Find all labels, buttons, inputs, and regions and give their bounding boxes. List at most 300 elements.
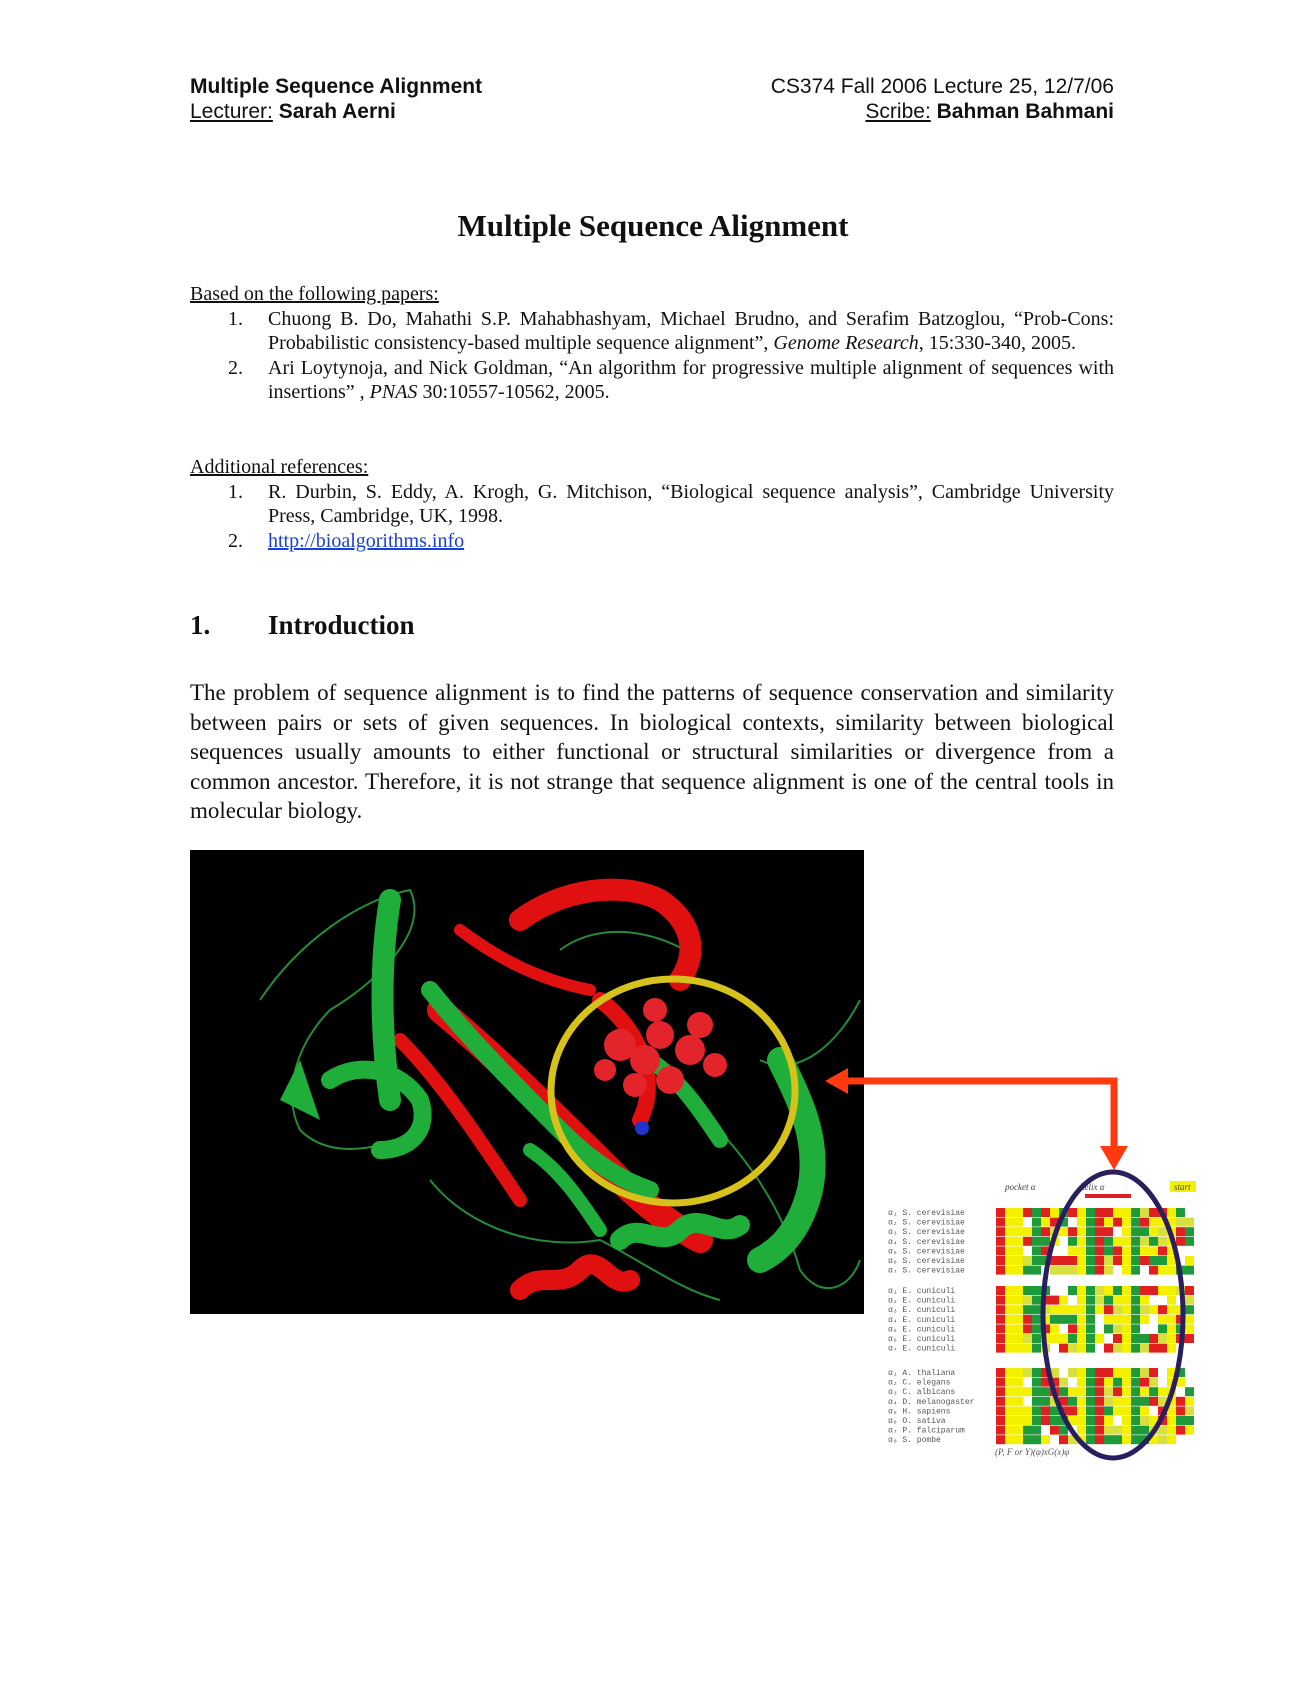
alignment-cell — [1149, 1334, 1158, 1343]
alignment-cell — [1104, 1218, 1113, 1227]
alignment-cell — [1050, 1334, 1059, 1343]
alignment-cell — [1095, 1368, 1104, 1377]
species-label: α₄ S. cerevisiae — [888, 1237, 965, 1247]
alignment-cell — [1050, 1256, 1059, 1265]
alignment-cell — [996, 1305, 1005, 1314]
alignment-cell — [1032, 1387, 1041, 1396]
alignment-cell — [1050, 1416, 1059, 1425]
alignment-cell — [996, 1315, 1005, 1324]
alignment-cell — [1023, 1378, 1032, 1387]
alignment-cell — [1104, 1387, 1113, 1396]
alignment-cell — [1122, 1305, 1131, 1314]
alignment-cell — [1005, 1315, 1014, 1324]
alignment-cell — [996, 1387, 1005, 1396]
alignment-cell — [1095, 1296, 1104, 1305]
alignment-cell — [996, 1324, 1005, 1333]
alignment-cell — [1149, 1227, 1158, 1236]
paper-number: 1. — [228, 307, 243, 330]
alignment-cell — [1167, 1305, 1176, 1314]
alignment-cell — [1014, 1368, 1023, 1377]
alignment-cell — [1113, 1315, 1122, 1324]
alignment-cell — [1149, 1256, 1158, 1265]
alignment-cell — [1122, 1406, 1131, 1415]
alignment-cell — [1095, 1397, 1104, 1406]
alignment-cell — [1140, 1344, 1149, 1353]
alignment-cell — [1131, 1378, 1140, 1387]
alignment-cell — [1032, 1218, 1041, 1227]
alignment-cell — [1068, 1368, 1077, 1377]
alignment-cell — [1113, 1344, 1122, 1353]
alignment-cell — [1149, 1368, 1158, 1377]
species-label: α₆ O. sativa — [888, 1417, 946, 1426]
alignment-cell — [1104, 1406, 1113, 1415]
alignment-cell — [1140, 1387, 1149, 1396]
alignment-cell — [996, 1378, 1005, 1387]
alignment-cell — [1005, 1378, 1014, 1387]
alignment-cell — [1086, 1416, 1095, 1425]
alignment-cell — [1014, 1246, 1023, 1255]
alignment-cell — [1050, 1324, 1059, 1333]
alignment-cell — [1140, 1378, 1149, 1387]
alignment-cell — [1095, 1237, 1104, 1246]
header-lecturer-label: Lecturer: — [190, 100, 273, 123]
alignment-cell — [1077, 1387, 1086, 1396]
species-label: α₄ E. cuniculi — [888, 1315, 956, 1325]
alignment-cell — [1014, 1406, 1023, 1415]
alignment-cell — [1140, 1368, 1149, 1377]
alignment-cell — [1122, 1368, 1131, 1377]
alignment-cell — [1068, 1256, 1077, 1265]
alignment-cell — [1014, 1218, 1023, 1227]
alignment-cell — [1158, 1324, 1167, 1333]
alignment-cell — [1104, 1334, 1113, 1343]
bioalgorithms-link[interactable]: http://bioalgorithms.info — [268, 529, 465, 552]
protein-structure-image — [190, 850, 864, 1314]
alignment-cell — [1149, 1266, 1158, 1275]
alignment-cell — [1140, 1246, 1149, 1255]
alignment-cell — [1086, 1435, 1095, 1444]
alignment-cell — [1032, 1397, 1041, 1406]
alignment-cell — [1104, 1426, 1113, 1435]
alignment-cell — [1032, 1305, 1041, 1314]
alignment-cell — [1122, 1334, 1131, 1343]
alignment-cell — [1104, 1378, 1113, 1387]
alignment-cell — [1023, 1344, 1032, 1353]
alignment-cell — [1068, 1305, 1077, 1314]
alignment-cell — [1059, 1387, 1068, 1396]
alignment-cell — [1185, 1315, 1194, 1324]
alignment-cell — [1023, 1227, 1032, 1236]
alignment-cell — [1068, 1315, 1077, 1324]
alignment-cell — [1131, 1334, 1140, 1343]
alignment-cell — [1158, 1435, 1167, 1444]
alignment-cell — [1032, 1344, 1041, 1353]
alignment-cell — [1176, 1218, 1185, 1227]
alignment-cell — [1050, 1286, 1059, 1295]
alignment-cell — [1104, 1246, 1113, 1255]
alignment-cell — [1140, 1324, 1149, 1333]
alignment-cell — [1077, 1227, 1086, 1236]
alignment-cell — [1176, 1416, 1185, 1425]
alignment-cell — [1167, 1435, 1176, 1444]
alignment-cell — [1032, 1246, 1041, 1255]
alignment-cell — [1023, 1286, 1032, 1295]
alignment-cell — [1005, 1426, 1014, 1435]
alignment-cell — [1041, 1208, 1050, 1217]
alignment-cell — [1104, 1368, 1113, 1377]
alignment-cell — [1086, 1387, 1095, 1396]
alignment-cell — [1023, 1435, 1032, 1444]
alignment-cell — [1014, 1426, 1023, 1435]
alignment-cell — [1014, 1334, 1023, 1343]
alignment-cell — [1032, 1286, 1041, 1295]
alignment-cell — [1059, 1315, 1068, 1324]
alignment-cell — [1095, 1305, 1104, 1314]
species-label: α₈ S. pombe — [888, 1436, 941, 1446]
alignment-cell — [1131, 1227, 1140, 1236]
alignment-cell — [1068, 1378, 1077, 1387]
alignment-cell — [996, 1208, 1005, 1217]
species-label: α₇ E. cuniculi — [888, 1344, 956, 1354]
alignment-cell — [1149, 1218, 1158, 1227]
species-label: α₂ E. cuniculi — [888, 1296, 956, 1306]
alignment-cell — [1185, 1387, 1194, 1396]
alignment-cell — [1095, 1426, 1104, 1435]
alignment-cell — [1113, 1397, 1122, 1406]
alignment-cell — [1167, 1416, 1176, 1425]
alignment-cell — [1014, 1227, 1023, 1236]
alignment-cell — [1023, 1397, 1032, 1406]
alignment-cell — [1041, 1416, 1050, 1425]
alignment-cell — [1095, 1286, 1104, 1295]
alignment-cell — [1023, 1266, 1032, 1275]
alignment-cell — [996, 1237, 1005, 1246]
alignment-cell — [1050, 1426, 1059, 1435]
alignment-cell — [1176, 1435, 1185, 1444]
alignment-cell — [996, 1296, 1005, 1305]
alignment-cell — [1122, 1296, 1131, 1305]
alignment-cell — [1005, 1227, 1014, 1236]
alignment-cell — [1059, 1237, 1068, 1246]
alignment-cell — [1077, 1218, 1086, 1227]
alignment-cell — [1122, 1286, 1131, 1295]
alignment-cell — [1167, 1344, 1176, 1353]
species-label: α₆ S. cerevisiae — [888, 1257, 965, 1266]
alignment-cell — [1185, 1208, 1194, 1217]
alignment-cell — [1005, 1397, 1014, 1406]
alignment-cell — [1131, 1266, 1140, 1275]
alignment-cell — [1158, 1246, 1167, 1255]
alignment-cell — [1122, 1435, 1131, 1444]
alignment-cell — [1005, 1266, 1014, 1275]
species-label: α₁ E. cuniculi — [888, 1287, 956, 1296]
alignment-cell — [1095, 1324, 1104, 1333]
alignment-cell — [1059, 1324, 1068, 1333]
alignment-cell — [996, 1218, 1005, 1227]
alignment-cell — [1077, 1426, 1086, 1435]
col-label-start: start — [1174, 1182, 1191, 1192]
alignment-cell — [1032, 1237, 1041, 1246]
alignment-cell — [1068, 1387, 1077, 1396]
alignment-cell — [1032, 1266, 1041, 1275]
header-lecture-info: CS374 Fall 2006 Lecture 25, 12/7/06 — [770, 75, 1114, 98]
alignment-cell — [1005, 1344, 1014, 1353]
alignment-cell — [1050, 1208, 1059, 1217]
alignment-cell — [1014, 1397, 1023, 1406]
alignment-cell — [1023, 1416, 1032, 1425]
alignment-cell — [1095, 1246, 1104, 1255]
alignment-cell — [1131, 1344, 1140, 1353]
reference-number: 2. — [228, 529, 243, 552]
alignment-cell — [1113, 1435, 1122, 1444]
alignment-cell — [1086, 1344, 1095, 1353]
alignment-cell — [1041, 1387, 1050, 1396]
alignment-cell — [1086, 1368, 1095, 1377]
alignment-cell — [1122, 1256, 1131, 1265]
alignment-cell — [1095, 1344, 1104, 1353]
alignment-cell — [1131, 1426, 1140, 1435]
header-scribe-name: Bahman Bahmani — [936, 100, 1114, 123]
alignment-cell — [1185, 1368, 1194, 1377]
alignment-cell — [1185, 1246, 1194, 1255]
alignment-cell — [1104, 1397, 1113, 1406]
alignment-cell — [1077, 1406, 1086, 1415]
alignment-cell — [1131, 1246, 1140, 1255]
alignment-cell — [1113, 1237, 1122, 1246]
paper-citation-tail: 30:10557-10562, 2005. — [417, 381, 610, 403]
alignment-cell — [1104, 1227, 1113, 1236]
alignment-cell — [1140, 1256, 1149, 1265]
alignment-cell — [1068, 1237, 1077, 1246]
alignment-cell — [1059, 1368, 1068, 1377]
header-scribe-label: Scribe: — [865, 100, 931, 123]
alignment-cell — [1095, 1227, 1104, 1236]
alignment-cell — [1032, 1315, 1041, 1324]
alignment-cell — [1068, 1227, 1077, 1236]
alignment-cell — [1041, 1406, 1050, 1415]
alignment-cell — [1086, 1406, 1095, 1415]
alignment-cell — [1140, 1237, 1149, 1246]
alignment-cell — [1068, 1324, 1077, 1333]
alignment-cell — [1122, 1378, 1131, 1387]
papers-heading: Based on the following papers: — [190, 283, 439, 305]
species-label: α₂ S. cerevisiae — [888, 1218, 965, 1228]
alignment-cell — [1122, 1237, 1131, 1246]
alignment-cell — [1140, 1334, 1149, 1343]
alignment-cell — [1185, 1416, 1194, 1425]
alignment-cell — [1068, 1266, 1077, 1275]
species-label: α₁ S. cerevisiae — [888, 1209, 965, 1218]
alignment-cell — [1014, 1286, 1023, 1295]
alignment-cell — [1014, 1315, 1023, 1324]
alignment-cell — [1113, 1305, 1122, 1314]
alignment-cell — [1005, 1237, 1014, 1246]
paper-citation: Chuong B. Do, Mahathi S.P. Mahabhashyam, Michael Brudno, and Serafim Batzoglou, “Prob-Cons: Probabilistic consistency-based multiple sequence alignment”, — [268, 307, 1114, 354]
alignment-cell — [1131, 1324, 1140, 1333]
alignment-cell — [1014, 1296, 1023, 1305]
alignment-cell — [1077, 1378, 1086, 1387]
alignment-cell — [1131, 1218, 1140, 1227]
alignment-cell — [1032, 1208, 1041, 1217]
alignment-cell — [1032, 1324, 1041, 1333]
species-label: α₅ E. cuniculi — [888, 1325, 956, 1335]
alignment-cell — [1140, 1426, 1149, 1435]
alignment-cell — [996, 1344, 1005, 1353]
alignment-cell — [1005, 1387, 1014, 1396]
alignment-cell — [1167, 1334, 1176, 1343]
alignment-cell — [1131, 1315, 1140, 1324]
alignment-cell — [1050, 1266, 1059, 1275]
alignment-cell — [1059, 1256, 1068, 1265]
section-title: Introduction — [268, 610, 415, 640]
alignment-cell — [1086, 1286, 1095, 1295]
alignment-cell — [1140, 1315, 1149, 1324]
alignment-cell — [1185, 1426, 1194, 1435]
alignment-cell — [1185, 1237, 1194, 1246]
alignment-cell — [1113, 1324, 1122, 1333]
alignment-cell — [1158, 1266, 1167, 1275]
alignment-cell — [1077, 1368, 1086, 1377]
col-label-pocket: pocket α — [1005, 1182, 1036, 1192]
alignment-cell — [1014, 1378, 1023, 1387]
alignment-cell — [1032, 1426, 1041, 1435]
alignment-cell — [1005, 1406, 1014, 1415]
alignment-cell — [1023, 1218, 1032, 1227]
alignment-cell — [1095, 1378, 1104, 1387]
alignment-cell — [1059, 1227, 1068, 1236]
alignment-cell — [1167, 1208, 1176, 1217]
alignment-cell — [1059, 1435, 1068, 1444]
paper-number: 2. — [228, 356, 243, 379]
alignment-cell — [1185, 1286, 1194, 1295]
alignment-cell — [1086, 1334, 1095, 1343]
alignment-cell — [1185, 1435, 1194, 1444]
alignment-cell — [1176, 1406, 1185, 1415]
alignment-cell — [1014, 1208, 1023, 1217]
alignment-cell — [1185, 1266, 1194, 1275]
alignment-cell — [1113, 1286, 1122, 1295]
alignment-cell — [1050, 1344, 1059, 1353]
alignment-cell — [1113, 1208, 1122, 1217]
alignment-cell — [996, 1416, 1005, 1425]
alignment-cell — [1185, 1406, 1194, 1415]
species-label: α₇ P. falciparum — [888, 1426, 965, 1436]
alignment-cell — [1149, 1344, 1158, 1353]
alignment-cell — [1095, 1334, 1104, 1343]
species-label: α₅ H. sapiens — [888, 1407, 951, 1417]
alignment-cell — [1185, 1296, 1194, 1305]
alignment-cell — [1059, 1344, 1068, 1353]
section-number: 1. — [190, 610, 211, 640]
paper-journal: PNAS — [369, 381, 418, 403]
alignment-cell — [1122, 1218, 1131, 1227]
alignment-cell — [1005, 1256, 1014, 1265]
alignment-cell — [1014, 1256, 1023, 1265]
alignment-cell — [1140, 1208, 1149, 1217]
alignment-cell — [1149, 1387, 1158, 1396]
alignment-cell — [1122, 1315, 1131, 1324]
alignment-cell — [1023, 1334, 1032, 1343]
alignment-cell — [1185, 1256, 1194, 1265]
alignment-cell — [1185, 1378, 1194, 1387]
species-label: α₂ C. elegans — [888, 1378, 951, 1388]
alignment-cell — [1005, 1368, 1014, 1377]
col-label-helix: helix α — [1080, 1182, 1105, 1192]
species-labels — [888, 1209, 975, 1445]
alignment-cell — [1059, 1334, 1068, 1343]
alignment-cell — [1149, 1378, 1158, 1387]
alignment-cell — [1077, 1237, 1086, 1246]
paper-citation: Ari Loytynoja, and Nick Goldman, “An algorithm for progressive multiple alignment of sequences with insertions” , — [268, 356, 1114, 403]
alignment-cell — [1158, 1256, 1167, 1265]
alignment-cell — [1059, 1266, 1068, 1275]
alignment-cell — [1032, 1378, 1041, 1387]
alignment-cell — [1032, 1406, 1041, 1415]
alignment-cell — [1014, 1387, 1023, 1396]
alignment-cell — [1023, 1208, 1032, 1217]
alignment-cell — [1185, 1218, 1194, 1227]
alignment-cell — [996, 1406, 1005, 1415]
alignment-cell — [1167, 1426, 1176, 1435]
alignment-cell — [1032, 1296, 1041, 1305]
alignment-cell — [1176, 1426, 1185, 1435]
alignment-cell — [1176, 1227, 1185, 1236]
alignment-cell — [1068, 1286, 1077, 1295]
alignment-cell — [1068, 1218, 1077, 1227]
reference-citation: R. Durbin, S. Eddy, A. Krogh, G. Mitchison, “Biological sequence analysis”, Cambridge University Press, Cambridge, UK, 1998. — [268, 480, 1114, 527]
alignment-cell — [1068, 1406, 1077, 1415]
alignment-cell — [1077, 1334, 1086, 1343]
alignment-cell — [1185, 1305, 1194, 1314]
alignment-cell — [1086, 1218, 1095, 1227]
alignment-cell — [1149, 1286, 1158, 1295]
alignment-cell — [1149, 1305, 1158, 1314]
alignment-cell — [1185, 1397, 1194, 1406]
alignment-cell — [1086, 1227, 1095, 1236]
alignment-cell — [1104, 1416, 1113, 1425]
alignment-cell — [1104, 1324, 1113, 1333]
alignment-cell — [1104, 1296, 1113, 1305]
connector-arrow — [825, 1068, 1128, 1170]
species-label: α₃ E. cuniculi — [888, 1306, 956, 1316]
alignment-cell — [1086, 1296, 1095, 1305]
alignment-cell — [1149, 1246, 1158, 1255]
header-lecturer-name: Sarah Aerni — [278, 100, 396, 123]
alignment-cell — [1005, 1334, 1014, 1343]
alignment-cell — [1113, 1387, 1122, 1396]
alignment-cell — [1113, 1246, 1122, 1255]
alignment-cell — [1041, 1426, 1050, 1435]
alignment-cell — [1131, 1208, 1140, 1217]
alignment-cell — [1005, 1246, 1014, 1255]
alignment-cell — [1158, 1237, 1167, 1246]
alignment-cell — [1077, 1344, 1086, 1353]
alignment-cell — [1149, 1237, 1158, 1246]
alignment-cell — [1158, 1368, 1167, 1377]
species-label: α₆ E. cuniculi — [888, 1335, 956, 1344]
alignment-cell — [1176, 1387, 1185, 1396]
alignment-cell — [1122, 1266, 1131, 1275]
alignment-cell — [1050, 1305, 1059, 1314]
alignment-cell — [1149, 1397, 1158, 1406]
alignment-cell — [1113, 1406, 1122, 1415]
alignment-cell — [1131, 1296, 1140, 1305]
alignment-cell — [1086, 1305, 1095, 1314]
alignment-cell — [1032, 1416, 1041, 1425]
alignment-cell — [1113, 1426, 1122, 1435]
alignment-cell — [1086, 1315, 1095, 1324]
alignment-cell — [1131, 1237, 1140, 1246]
